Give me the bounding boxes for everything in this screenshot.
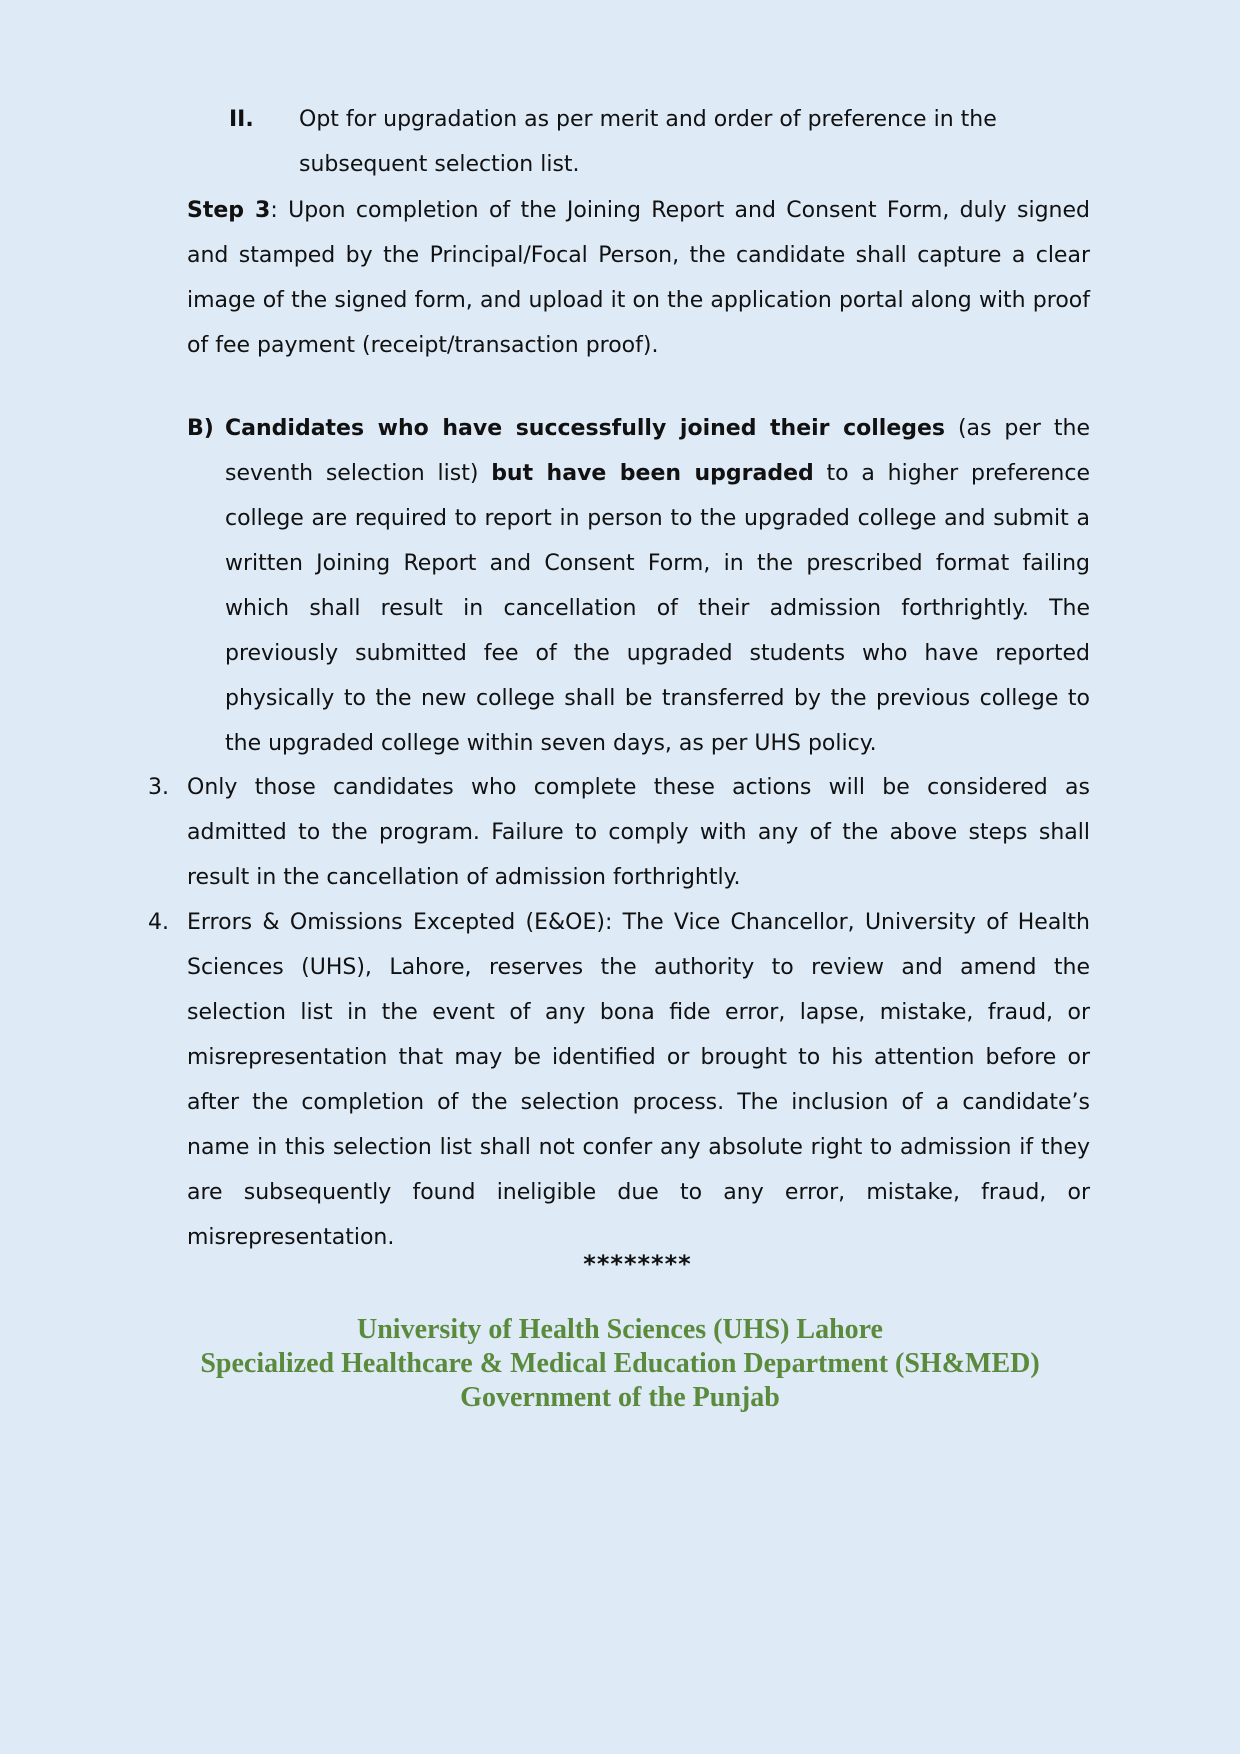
section-b-text-2: to a higher preference college are required to report in person to the upgraded college and submit a written Joining Report and Consent Form, in the prescribed format failing which shall result in cancellation of their admission forthrightly. The previously submitted fee of the upgraded students who have reported physically to the new college shall be transferred by the previous college to the upgraded college within seven days, as per UHS policy. [225,461,1090,756]
footer-government: Government of the Punjab [460,1382,780,1413]
item-ii-numeral: II. [229,107,254,132]
item-4-number: 4. [148,910,169,935]
section-b-label: B) [187,416,214,441]
item-3-number: 3. [148,775,169,800]
section-b-bold-2: but have been upgraded [491,461,814,486]
item-4-text: Errors & Omissions Excepted (E&OE): The Vice Chancellor, University of Health Sciences (UHS), Lahore, reserves the authority to review and amend the selection list in the event of any bona fide error, lapse, mistake, fraud, or misrepresentation that may be identified or brought to his attention before or after the completion of the selection process. The inclusion of a candidate’s name in this selection list shall not confer any absolute right to admission if they are subsequently found ineligible due to any error, mistake, fraud, or misrepresentation. [187,910,1090,1250]
footer-block [0,1313,1240,1415]
footer-department: Specialized Healthcare & Medical Education Department (SH&MED) [200,1348,1040,1379]
section-b-paragraph [225,406,1090,766]
footer-university: University of Health Sciences (UHS) Lahore [357,1314,883,1345]
item-3-text: Only those candidates who complete these actions will be considered as admitted to the program. Failure to comply with any of the above steps shall result in the cancellation of admission forthrightly. [187,775,1090,890]
step3-label: Step 3 [187,198,271,223]
step3-paragraph [187,188,1090,368]
separator-stars: ******** [583,1250,692,1278]
section-b-bold-1: Candidates who have successfully joined their colleges [225,416,946,441]
item-ii-text: Opt for upgradation as per merit and order of preference in the subsequent selection list. [299,107,997,177]
section-b-text-1: (as per the seventh selection list) [225,416,1090,486]
step3-text: : Upon completion of the Joining Report and Consent Form, duly signed and stamped by the Principal/Focal Person, the candidate shall capture a clear image of the signed form, and upload it on the application portal along with proof of fee payment (receipt/transaction proof). [187,198,1091,358]
